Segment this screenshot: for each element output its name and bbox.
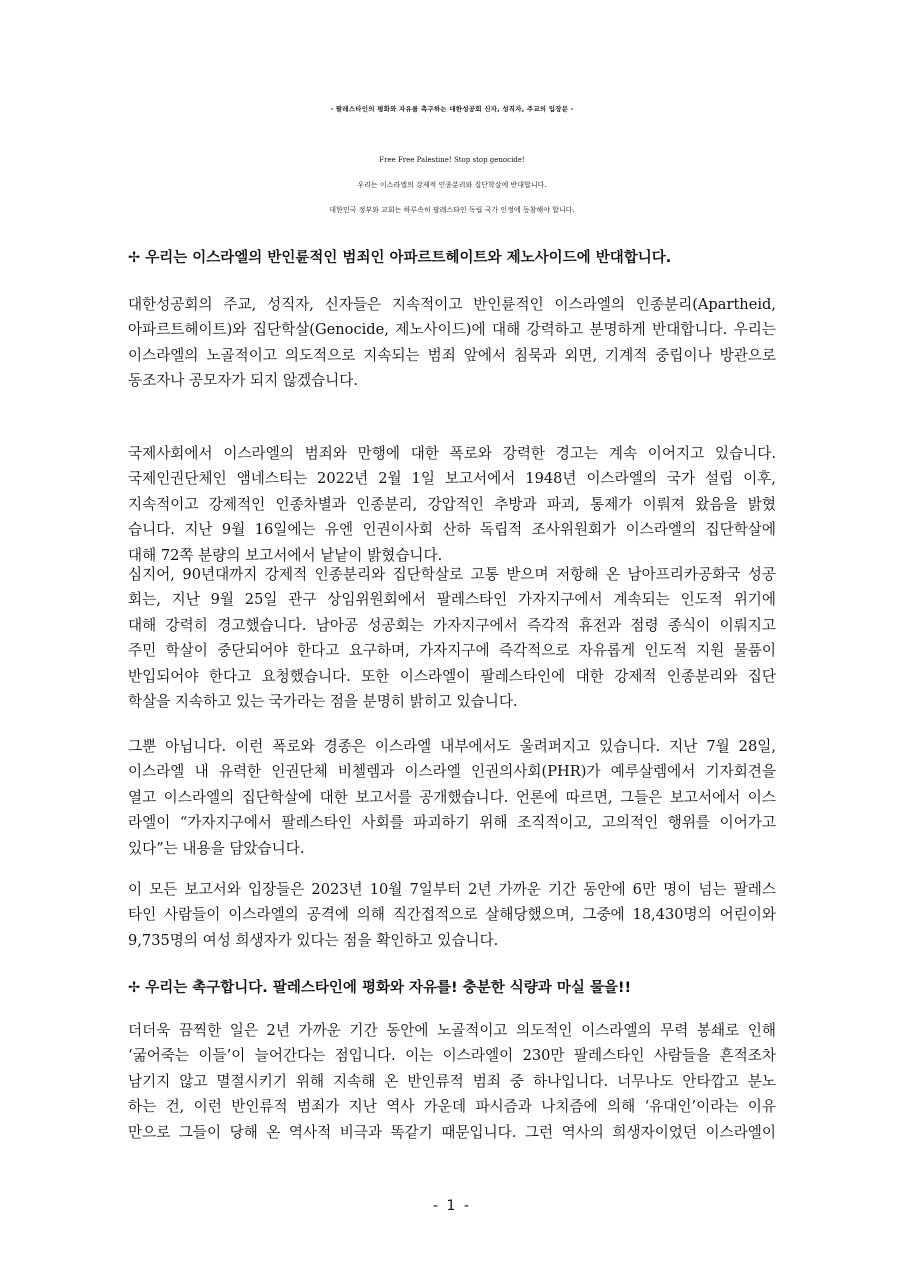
slogan-line: 대한민국 정부와 교회는 하루속히 팔레스타인 독립 국가 인정에 동참해야 합니다. (329, 206, 575, 214)
section-heading-2: ✢ 우리는 촉구합니다. 팔레스타인에 평화와 자유를! 충분한 식량과 마실 물을!! (128, 980, 632, 996)
paragraph-line: 더더욱 끔찍한 일은 2년 가까운 기간 동안에 노골적이고 의도적인 이스라엘의 무력 봉쇄로 인해 (128, 1022, 776, 1039)
paragraph-line: 있다”는 내용을 담았습니다. (128, 839, 305, 857)
slogan-line: 우리는 이스라엘의 강제적 인종분리와 집단학살에 반대합니다. (357, 181, 547, 189)
paragraph-line: 아파르트헤이트)와 집단학살(Genocide, 제노사이드)에 대해 강력하고 분명하게 반대합니다. 우리는 (128, 321, 776, 339)
paragraph-5 (128, 877, 776, 953)
paragraph-line: 남기지 않고 멸절시키기 위해 지속해 온 반인류적 범죄 중 하나입니다. 너무나도 안타깝고 분노 (128, 1072, 776, 1090)
paragraph-line: 습니다. 지난 9월 16일에는 유엔 인권이사회 산하 독립적 조사위원회가 이스라엘의 집단학살에 (128, 521, 776, 539)
paragraph-line: 국제인권단체인 앰네스티는 2022년 2월 1일 보고서에서 1948년 이스라엘의 국가 설립 이후, (128, 470, 776, 488)
paragraph-line: 9,735명의 여성 희생자가 있다는 점을 확인하고 있습니다. (128, 931, 499, 949)
paragraph-line: 그뿐 아닙니다. 이런 폭로와 경종은 이스라엘 내부에서도 울려퍼지고 있습니다. 지난 7월 28일, (128, 738, 776, 755)
paragraph-line: 심지어, 90년대까지 강제적 인종분리와 집단학살로 고통 받으며 저항해 온 남아프리카공화국 성공 (128, 566, 776, 583)
paragraph-3 (128, 562, 776, 714)
paragraph-4 (128, 734, 776, 861)
paragraph-1 (128, 292, 776, 394)
paragraph-line: 회는, 지난 9월 25일 관구 상임위원회에서 팔레스타인 가자지구에서 계속되는 인도적 위기에 (128, 591, 776, 609)
paragraph-line: 지속적이고 강제적인 인종차별과 인종분리, 강압적인 추방과 파괴, 통제가 이뤄져 왔음을 밝혔 (128, 495, 776, 513)
paragraph-line: 반입되어야 한다고 요청했습니다. 또한 이스라엘이 팔레스타인에 대한 강제적 인종분리와 집단 (128, 667, 776, 685)
paragraph-line: 이스라엘 내 유력한 인권단체 비첼렘과 이스라엘 인권의사회(PHR)가 예루살렘에서 기자회견을 (128, 763, 776, 781)
paragraph-line: 대한성공회의 주교, 성직자, 신자들은 지속적이고 반인륜적인 이스라엘의 인종분리(Apartheid, (128, 296, 776, 313)
page-number: - 1 - (433, 1198, 471, 1214)
paragraph-line: 학살을 지속하고 있는 국가라는 점을 분명히 밝히고 있습니다. (128, 693, 518, 711)
paragraph-line: 동조자나 공모자가 되지 않겠습니다. (128, 372, 359, 390)
paragraph-line: 국제사회에서 이스라엘의 범죄와 만행에 대한 폭로와 강력한 경고는 계속 이어지고 있습니다. (128, 445, 776, 462)
paragraph-line: 열고 이스라엘의 집단학살에 대한 보고서를 공개했습니다. 언론에 따르면, 그들은 보고서에서 이스 (128, 788, 776, 806)
paragraph-line: 이 모든 보고서와 입장들은 2023년 10월 7일부터 2년 가까운 기간 동안에 6만 명이 넘는 팔레스 (128, 881, 776, 898)
paragraph-line: 만으로 그들이 당해 온 역사적 비극과 똑같기 때문입니다. 그런 역사의 희생자이었던 이스라엘이 (128, 1123, 776, 1141)
slogans (0, 148, 904, 223)
paragraph-line: 타인 사람들이 이스라엘의 공격에 의해 직간접적으로 살해당했으며, 그중에 18,430명의 어린이와 (128, 906, 776, 924)
paragraph-line: 대해 72쪽 분량의 보고서에서 낱낱이 밝혔습니다. (128, 546, 443, 564)
paragraph-line: 이스라엘의 노골적이고 의도적으로 지속되는 범죄 앞에서 침묵과 외면, 기계적 중립이나 방관으로 (128, 346, 776, 364)
paragraph-line: 라엘이 “가자지구에서 팔레스타인 사회를 파괴하기 위해 조직적이고, 고의적인 행위를 이어가고 (128, 814, 776, 832)
paragraph-line: 하는 건, 이런 반인류적 범죄가 지난 역사 가운데 파시즘과 나치즘에 의해 ‘유대인’이라는 이유 (128, 1098, 776, 1116)
paragraph-2 (128, 441, 776, 568)
paragraph-line: 주민 학살이 중단되어야 한다고 요구하며, 가자지구에 즉각적으로 자유롭게 인도적 지원 물품이 (128, 642, 776, 660)
paragraph-line: ‘굶어죽는 이들’이 늘어간다는 점입니다. 이는 이스라엘이 230만 팔레스타인 사람들을 흔적조차 (128, 1047, 776, 1065)
paragraph-6 (128, 1018, 776, 1145)
slogan-line: Free Free Palestine! Stop stop genocide! (379, 156, 525, 164)
paragraph-line: 대해 강력히 경고했습니다. 남아공 성공회는 가자지구에서 즉각적 휴전과 점령 종식이 이뤄지고 (128, 616, 776, 634)
document-title: - 팔레스타인의 평화와 자유를 촉구하는 대한성공회 신자, 성직자, 주교의 입장문 - (330, 105, 574, 113)
section-heading-1: ✢ 우리는 이스라엘의 반인륜적인 범죄인 아파르트헤이트와 제노사이드에 반대합니다. (128, 250, 672, 266)
